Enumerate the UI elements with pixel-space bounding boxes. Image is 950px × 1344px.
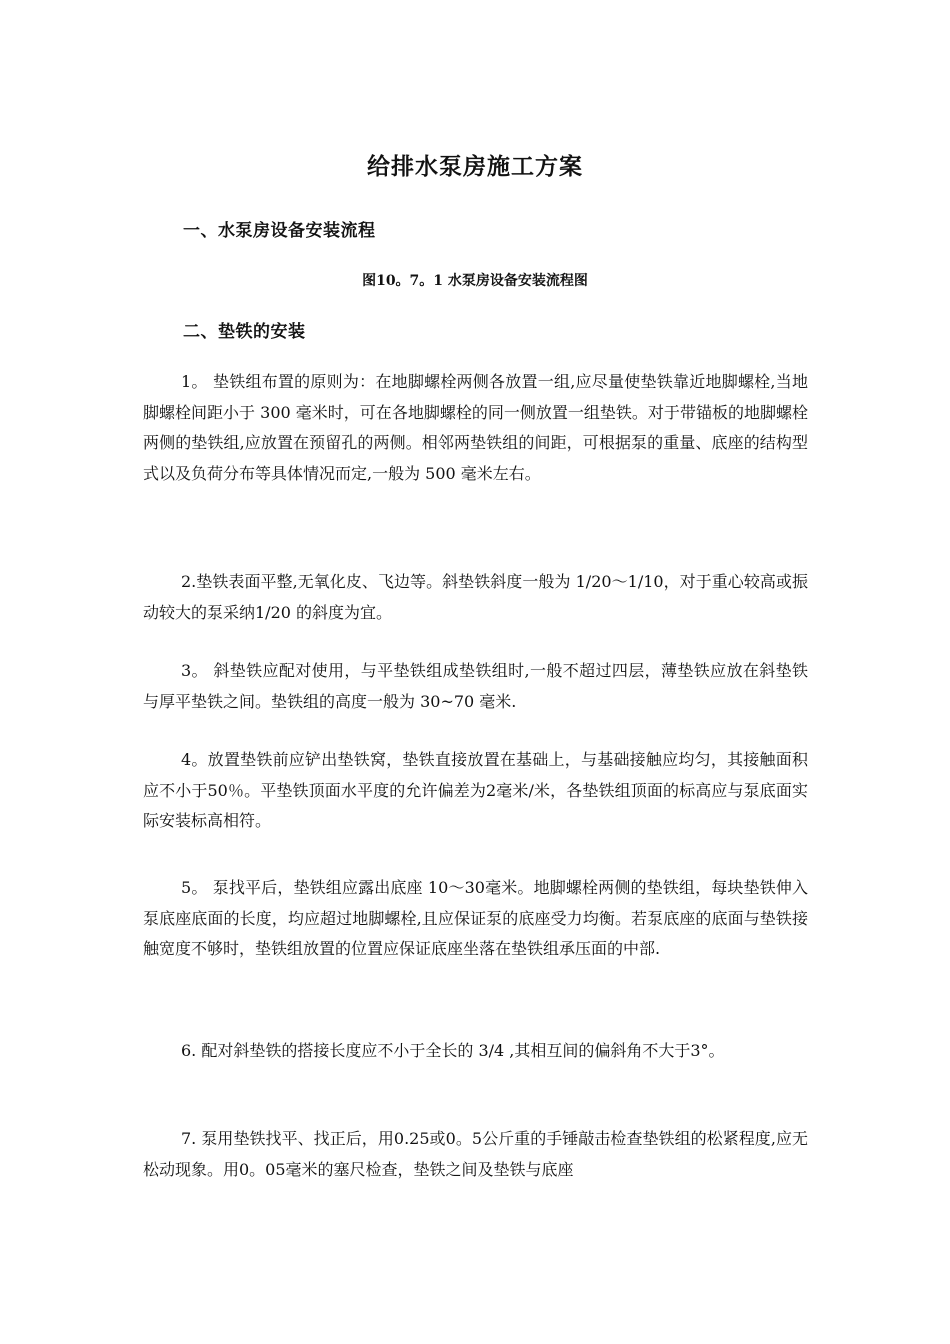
- figure-caption: 图10。7。1 水泵房设备安装流程图: [362, 273, 588, 289]
- document-title: 给排水泵房施工方案: [367, 153, 583, 180]
- paragraph-5: 5。 泵找平后，垫铁组应露出底座 10～30毫米。地脚螺栓两侧的垫铁组，每块垫铁伸入泵底座底面的长度，均应超过地脚螺栓,且应保证泵的底座受力均衡。若泵底座的底面与垫铁接触宽度不够时，垫铁组放置的位置应保证底座坐落在垫铁组承压面的中部.: [143, 878, 808, 958]
- paragraph-2: 2.垫铁表面平整,无氧化皮、飞边等。斜垫铁斜度一般为 1/20～1/10，对于重心较高或振动较大的泵采纳1/20 的斜度为宜。: [143, 572, 808, 622]
- paragraph-1: 1。 垫铁组布置的原则为：在地脚螺栓两侧各放置一组,应尽量使垫铁靠近地脚螺栓,当地脚螺栓间距小于 300 毫米时，可在各地脚螺栓的同一侧放置一组垫铁。对于带锚板的地脚螺栓两侧的垫铁组,应放置在预留孔的两侧。相邻两垫铁组的间距，可根据泵的重量、底座的结构型式以及负荷分布等具体情况而定,一般为 500 毫米左右。: [143, 372, 808, 483]
- paragraph-4: 4。放置垫铁前应铲出垫铁窝，垫铁直接放置在基础上，与基础接触应均匀，其接触面积应不小于50％。平垫铁顶面水平度的允许偏差为2毫米/米，各垫铁组顶面的标高应与泵底面实际安装标高相符。: [143, 750, 808, 830]
- paragraph-6: 6. 配对斜垫铁的搭接长度应不小于全长的 3/4 ,其相互间的偏斜角不大于3°。: [181, 1041, 725, 1060]
- paragraph-3: 3。 斜垫铁应配对使用，与平垫铁组成垫铁组时,一般不超过四层，薄垫铁应放在斜垫铁与厚平垫铁之间。垫铁组的高度一般为 30~70 毫米.: [143, 661, 808, 711]
- section-heading-installation-flow: 一、水泵房设备安装流程: [183, 221, 376, 241]
- section-heading-shim-installation: 二、垫铁的安装: [183, 322, 306, 342]
- paragraph-7: 7. 泵用垫铁找平、找正后，用0.25或0。5公斤重的手锤敲击检查垫铁组的松紧程度,应无松动现象。用0。05毫米的塞尺检查，垫铁之间及垫铁与底座: [143, 1129, 808, 1179]
